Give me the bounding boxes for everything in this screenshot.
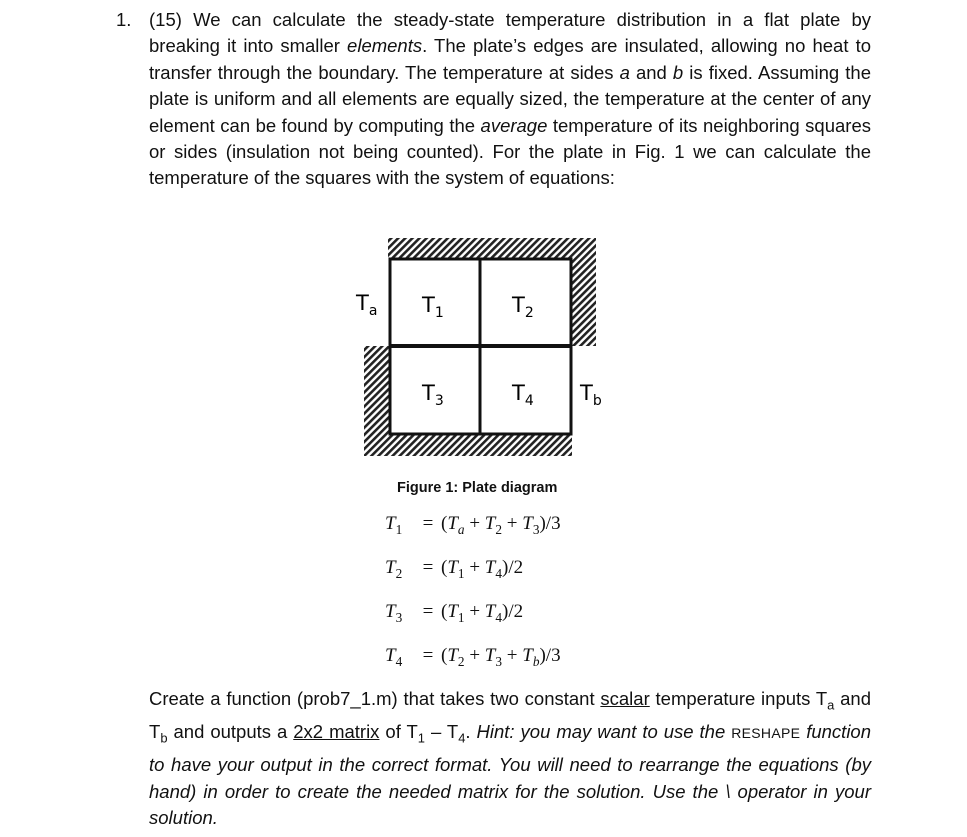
task-reshape: RESHAPE	[731, 725, 801, 742]
task-sub-a: a	[827, 697, 835, 713]
task-underline-scalar: scalar	[600, 688, 650, 709]
task-underline-matrix: 2x2 matrix	[293, 721, 380, 743]
task-sub-b: b	[160, 730, 168, 746]
intro-text-3: and	[629, 61, 673, 83]
equation-1: $T_1 = (T_a + T_2 + T_3)/3$	[385, 513, 561, 537]
intro-text-4: is fixed. Assuming the plate is uniform and all elements are equally sized, the temperature at the center of any element can be found by computing the	[149, 61, 871, 136]
task-hint-rest: function to have your output in the correct format. You will need to rearrange the equations (by hand) in order to create the needed matrix for the solution. Use the \ operator in your solution.	[149, 721, 872, 828]
label-t3: $T_3$	[422, 381, 444, 409]
cell-t2	[480, 259, 571, 346]
equation-3: $T_3 = (T_1 + T_4)/2$	[385, 601, 524, 625]
plate-diagram	[350, 228, 610, 468]
label-ta: $T_a$	[356, 291, 378, 319]
cell-t3	[390, 346, 480, 434]
label-t1: $T_1$	[422, 293, 444, 321]
task-sub-4: 4	[458, 730, 466, 746]
intro-text-2: . The plate’s edges are insulated, allowing no heat to transfer through the boundary. The temperature at sides	[149, 35, 871, 83]
equation-3-rhs: $(T_1 + T_4)/2$	[441, 601, 524, 625]
task-sub-1: 1	[417, 730, 425, 746]
intro-emph-b: b	[672, 61, 684, 83]
problem-intro	[149, 7, 871, 192]
equation-1-rhs: $(T_a + T_2 + T_3)/3$	[441, 513, 561, 537]
equation-2-rhs: $(T_1 + T_4)/2$	[441, 557, 524, 581]
task-text-6: – T	[424, 721, 459, 743]
task-text-5: of T	[379, 721, 418, 743]
intro-text-1: (15) We can calculate the steady-state temperature distribution in a flat plate by breaking it into smaller	[149, 9, 871, 57]
equation-4-rhs: $(T_2 + T_3 + T_b)/3$	[441, 645, 561, 669]
equation-2: $T_2 = (T_1 + T_4)/2$	[385, 557, 524, 581]
intro-emph-elements: elements	[347, 35, 423, 57]
task-text-4: and outputs a	[167, 721, 294, 743]
task-text-3: and T	[149, 688, 872, 743]
task-hint: Hint: you may want to use the	[476, 721, 732, 743]
label-t2: $T_2$	[512, 293, 534, 321]
intro-text-5: temperature of its neighboring squares or sides (insulation not being counted). For the plate in Fig. 1 we can calculate the temperature of the squares with the system of equations:	[149, 114, 871, 189]
left-insulation-hatch	[364, 346, 390, 446]
label-tb: $T_b$	[580, 381, 602, 409]
figure-caption: Figure 1: Plate diagram	[397, 480, 558, 496]
task-text-7: .	[465, 721, 477, 743]
cell-t1	[390, 259, 480, 346]
problem-number: 1.	[116, 9, 132, 30]
equation-4: $T_4 = (T_2 + T_3 + T_b)/3$	[385, 645, 561, 669]
label-t4: $T_4$	[512, 381, 534, 409]
task-text-1: Create a function (prob7_1.m) that takes two constant	[149, 688, 601, 709]
right-insulation-hatch	[572, 246, 596, 346]
task-text-2: temperature inputs T	[649, 688, 828, 709]
problem-task	[149, 686, 871, 831]
intro-emph-a: a	[619, 61, 630, 83]
intro-emph-average: average	[480, 114, 548, 136]
top-insulation-hatch	[388, 238, 596, 258]
cell-t4	[480, 346, 571, 434]
bottom-insulation-hatch	[364, 434, 572, 456]
